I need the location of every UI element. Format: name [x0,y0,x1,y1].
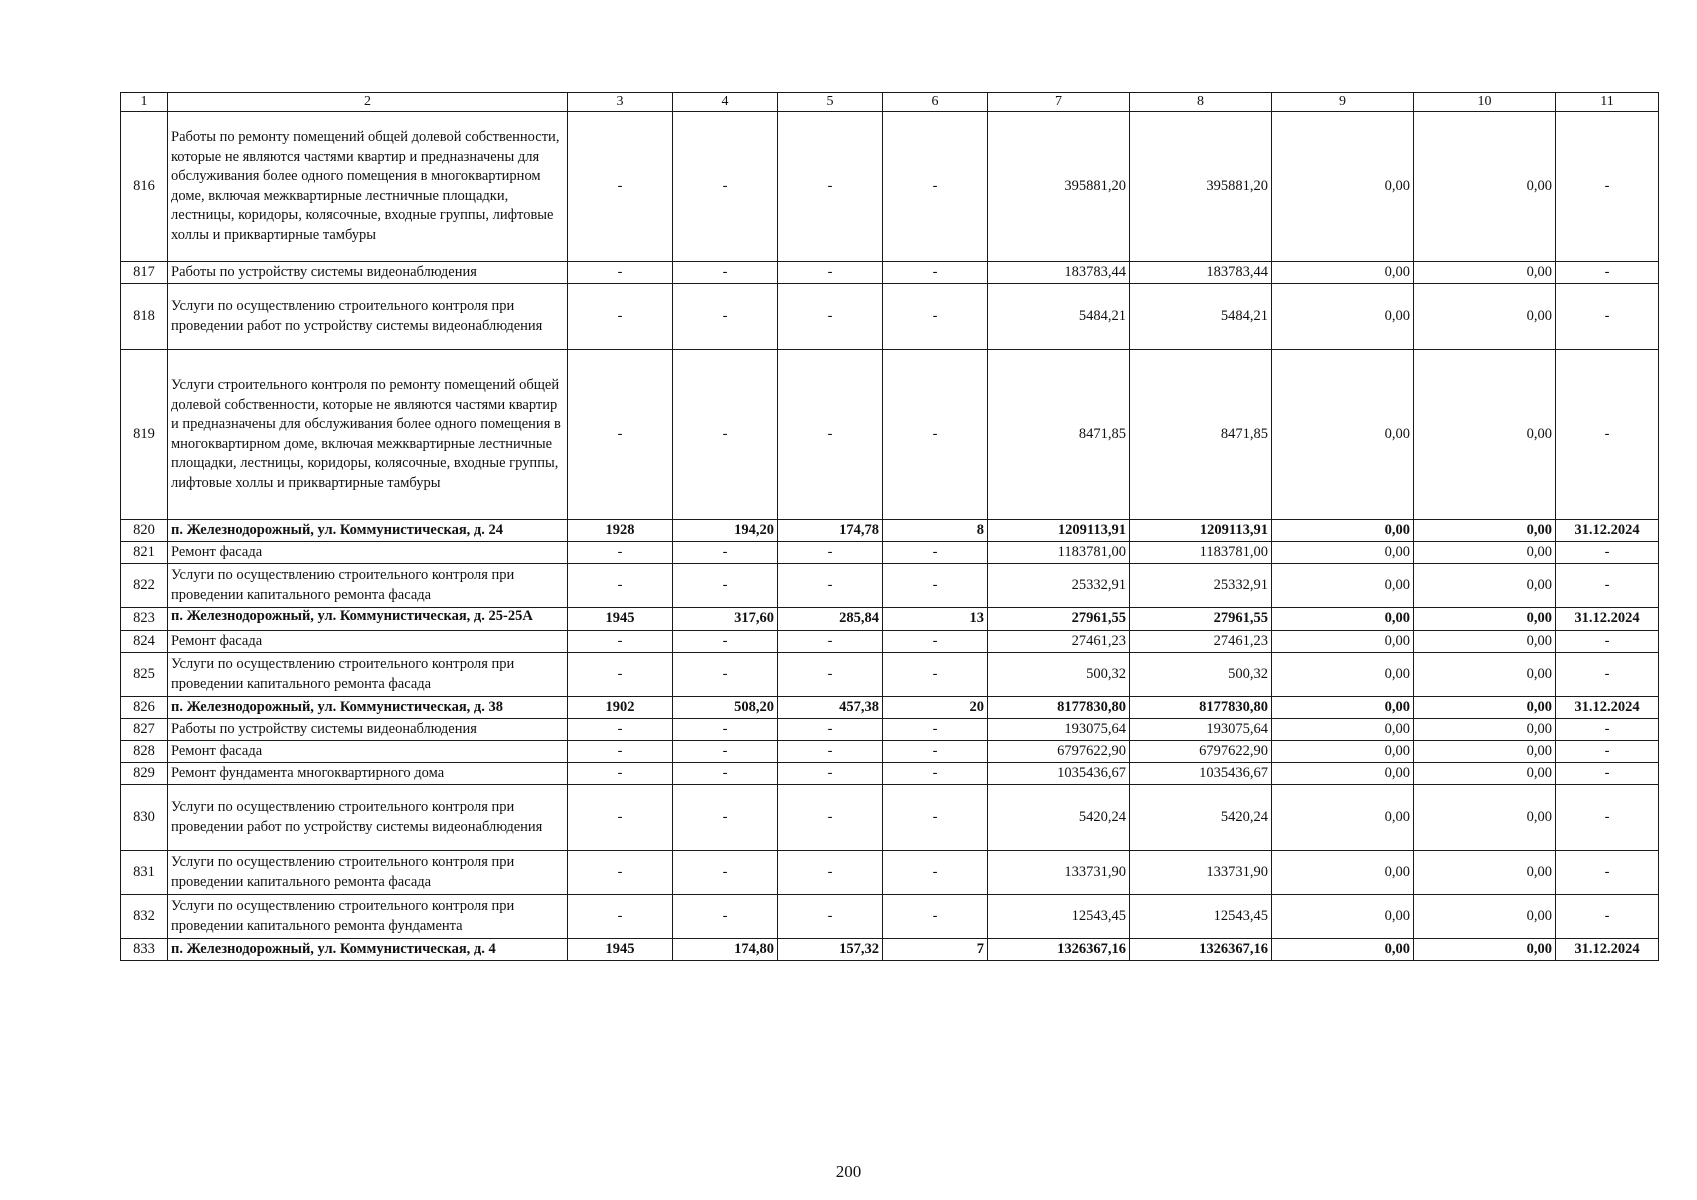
col11-cell: - [1556,542,1659,564]
col9-cell: 0,00 [1272,653,1414,697]
row-number-cell: 817 [121,262,168,284]
col10-cell: 0,00 [1414,520,1556,542]
col4-cell: - [673,112,778,262]
col3-cell: 1902 [568,697,673,719]
col9-cell: 0,00 [1272,851,1414,895]
column-header: 7 [988,93,1130,112]
col9-cell: 0,00 [1272,741,1414,763]
row-number-cell: 829 [121,763,168,785]
col7-cell: 193075,64 [988,719,1130,741]
col10-cell: 0,00 [1414,262,1556,284]
col8-cell: 27961,55 [1130,608,1272,631]
work-row [121,112,1659,262]
column-header: 10 [1414,93,1556,112]
col4-cell: - [673,284,778,350]
row-number-cell: 816 [121,112,168,262]
row-number-cell: 828 [121,741,168,763]
work-name-cell: Работы по ремонту помещений общей долевой собственности, которые не являются частями квартир и предназначены для обслуживания более одного помещения в многоквартирном доме, включая межквартирные лестничные площадки, лестницы, коридоры, колясочные, входные группы, лифтовые холлы и приквартирные тамбуры [168,112,568,262]
col9-cell: 0,00 [1272,631,1414,653]
col7-cell: 395881,20 [988,112,1130,262]
col3-cell: - [568,350,673,520]
column-header: 1 [121,93,168,112]
col9-cell: 0,00 [1272,719,1414,741]
col3-cell: - [568,895,673,939]
row-number-cell: 823 [121,608,168,631]
col9-cell: 0,00 [1272,350,1414,520]
col3-cell: - [568,262,673,284]
col4-cell: - [673,653,778,697]
col8-cell: 1183781,00 [1130,542,1272,564]
col3-cell: 1945 [568,939,673,961]
column-header: 2 [168,93,568,112]
col8-cell: 183783,44 [1130,262,1272,284]
column-header: 8 [1130,93,1272,112]
col10-cell: 0,00 [1414,542,1556,564]
work-name-cell: п. Железнодорожный, ул. Коммунистическая, д. 38 [168,697,568,719]
col6-cell: 13 [883,608,988,631]
col11-cell: - [1556,262,1659,284]
work-row [121,851,1659,895]
col11-cell: - [1556,895,1659,939]
work-name-cell: Услуги по осуществлению строительного контроля при проведении капитального ремонта фасада [168,653,568,697]
col5-cell: - [778,262,883,284]
col7-cell: 1209113,91 [988,520,1130,542]
col5-cell: - [778,741,883,763]
col5-cell: - [778,763,883,785]
col7-cell: 183783,44 [988,262,1130,284]
column-header: 4 [673,93,778,112]
work-row [121,350,1659,520]
col10-cell: 0,00 [1414,112,1556,262]
row-number-cell: 825 [121,653,168,697]
col4-cell: 317,60 [673,608,778,631]
col7-cell: 1183781,00 [988,542,1130,564]
col6-cell: - [883,542,988,564]
col4-cell: - [673,785,778,851]
address-row [121,697,1659,719]
col11-cell: - [1556,564,1659,608]
col11-cell: 31.12.2024 [1556,520,1659,542]
col5-cell: - [778,112,883,262]
row-number-cell: 818 [121,284,168,350]
row-number-cell: 831 [121,851,168,895]
work-name-cell: Ремонт фасада [168,741,568,763]
col3-cell: - [568,785,673,851]
col6-cell: - [883,564,988,608]
work-name-cell: Ремонт фундамента многоквартирного дома [168,763,568,785]
col9-cell: 0,00 [1272,763,1414,785]
col7-cell: 1035436,67 [988,763,1130,785]
work-name-cell [168,608,568,631]
col7-cell: 1326367,16 [988,939,1130,961]
work-row [121,763,1659,785]
work-name-cell: Работы по устройству системы видеонаблюдения [168,262,568,284]
col5-cell: 174,78 [778,520,883,542]
col6-cell: 8 [883,520,988,542]
row-number-cell: 819 [121,350,168,520]
page-number: 200 [835,1162,862,1181]
col11-cell: - [1556,741,1659,763]
col5-cell: 285,84 [778,608,883,631]
col4-cell: 194,20 [673,520,778,542]
col8-cell: 5420,24 [1130,785,1272,851]
col7-cell: 500,32 [988,653,1130,697]
col4-cell: - [673,631,778,653]
col6-cell: - [883,785,988,851]
col10-cell: 0,00 [1414,785,1556,851]
col3-cell: - [568,763,673,785]
col11-cell: 31.12.2024 [1556,608,1659,631]
work-row [121,741,1659,763]
col9-cell: 0,00 [1272,895,1414,939]
row-number-cell: 822 [121,564,168,608]
col3-cell: - [568,653,673,697]
col3-cell: - [568,741,673,763]
col8-cell: 8471,85 [1130,350,1272,520]
col7-cell: 25332,91 [988,564,1130,608]
col10-cell: 0,00 [1414,631,1556,653]
col10-cell: 0,00 [1414,564,1556,608]
work-row [121,631,1659,653]
col4-cell: 174,80 [673,939,778,961]
col11-cell: - [1556,763,1659,785]
col11-cell: - [1556,631,1659,653]
work-row [121,284,1659,350]
work-name-cell: п. Железнодорожный, ул. Коммунистическая, д. 4 [168,939,568,961]
row-number-cell: 833 [121,939,168,961]
col5-cell: - [778,350,883,520]
col6-cell: - [883,763,988,785]
col7-cell: 8471,85 [988,350,1130,520]
col7-cell: 133731,90 [988,851,1130,895]
col6-cell: - [883,350,988,520]
col4-cell: - [673,350,778,520]
col10-cell: 0,00 [1414,741,1556,763]
col8-cell: 6797622,90 [1130,741,1272,763]
row-number-cell: 826 [121,697,168,719]
col8-cell: 8177830,80 [1130,697,1272,719]
col6-cell: - [883,653,988,697]
col11-cell: - [1556,653,1659,697]
col6-cell: 20 [883,697,988,719]
col11-cell: 31.12.2024 [1556,939,1659,961]
col5-cell: - [778,542,883,564]
col10-cell: 0,00 [1414,653,1556,697]
row-number-cell: 830 [121,785,168,851]
col5-cell: - [778,284,883,350]
col3-cell: - [568,542,673,564]
column-header: 9 [1272,93,1414,112]
col7-cell: 27461,23 [988,631,1130,653]
work-name-cell: Услуги по осуществлению строительного контроля при проведении работ по устройству системы видеонаблюдения [168,284,568,350]
col5-cell: - [778,719,883,741]
address-row [121,520,1659,542]
col9-cell: 0,00 [1272,939,1414,961]
col8-cell: 1035436,67 [1130,763,1272,785]
col11-cell: - [1556,851,1659,895]
col4-cell: - [673,542,778,564]
address-row [121,939,1659,961]
col7-cell: 5420,24 [988,785,1130,851]
col4-cell: - [673,895,778,939]
col8-cell: 12543,45 [1130,895,1272,939]
col6-cell: - [883,284,988,350]
col6-cell: - [883,719,988,741]
row-number-cell: 827 [121,719,168,741]
col6-cell: - [883,895,988,939]
col3-cell: - [568,719,673,741]
work-name-cell: Работы по устройству системы видеонаблюдения [168,719,568,741]
col11-cell: - [1556,785,1659,851]
col4-cell: - [673,719,778,741]
col10-cell: 0,00 [1414,697,1556,719]
col11-cell: - [1556,350,1659,520]
col8-cell: 5484,21 [1130,284,1272,350]
col7-cell: 12543,45 [988,895,1130,939]
col5-cell: 157,32 [778,939,883,961]
col8-cell: 500,32 [1130,653,1272,697]
col10-cell: 0,00 [1414,719,1556,741]
row-number-cell: 824 [121,631,168,653]
col5-cell: - [778,785,883,851]
repair-register-table [120,92,1659,961]
col8-cell: 27461,23 [1130,631,1272,653]
col11-cell: - [1556,284,1659,350]
work-row [121,785,1659,851]
col10-cell: 0,00 [1414,895,1556,939]
col9-cell: 0,00 [1272,262,1414,284]
col3-cell: 1945 [568,608,673,631]
column-number-header-row [121,93,1659,112]
work-name-cell: Услуги по осуществлению строительного контроля при проведении капитального ремонта фасада [168,564,568,608]
col4-cell: - [673,741,778,763]
col8-cell: 193075,64 [1130,719,1272,741]
column-header: 6 [883,93,988,112]
col4-cell: - [673,262,778,284]
column-header: 5 [778,93,883,112]
work-name-text: п. Железнодорожный, ул. Коммунистическая, д. 25-25А [171,609,533,624]
col7-cell: 27961,55 [988,608,1130,631]
col8-cell: 133731,90 [1130,851,1272,895]
col4-cell: 508,20 [673,697,778,719]
column-header: 3 [568,93,673,112]
work-row [121,542,1659,564]
work-name-cell: Услуги по осуществлению строительного контроля при проведении капитального ремонта фасада [168,851,568,895]
col6-cell: - [883,741,988,763]
work-row [121,564,1659,608]
col10-cell: 0,00 [1414,608,1556,631]
col3-cell: 1928 [568,520,673,542]
row-number-cell: 820 [121,520,168,542]
col9-cell: 0,00 [1272,542,1414,564]
col6-cell: - [883,112,988,262]
col7-cell: 6797622,90 [988,741,1130,763]
col5-cell: - [778,895,883,939]
col3-cell: - [568,851,673,895]
col8-cell: 25332,91 [1130,564,1272,608]
col7-cell: 8177830,80 [988,697,1130,719]
work-name-cell: п. Железнодорожный, ул. Коммунистическая, д. 24 [168,520,568,542]
column-header: 11 [1556,93,1659,112]
col9-cell: 0,00 [1272,608,1414,631]
col8-cell: 1326367,16 [1130,939,1272,961]
work-name-cell: Ремонт фасада [168,631,568,653]
col10-cell: 0,00 [1414,284,1556,350]
col10-cell: 0,00 [1414,350,1556,520]
col5-cell: - [778,564,883,608]
work-name-cell: Услуги по осуществлению строительного контроля при проведении капитального ремонта фундамента [168,895,568,939]
col8-cell: 1209113,91 [1130,520,1272,542]
col8-cell: 395881,20 [1130,112,1272,262]
col3-cell: - [568,284,673,350]
work-row [121,895,1659,939]
col4-cell: - [673,851,778,895]
row-number-cell: 821 [121,542,168,564]
col10-cell: 0,00 [1414,763,1556,785]
col5-cell: - [778,631,883,653]
col5-cell: - [778,851,883,895]
work-row [121,262,1659,284]
col6-cell: 7 [883,939,988,961]
col10-cell: 0,00 [1414,939,1556,961]
work-name-cell: Услуги по осуществлению строительного контроля при проведении работ по устройству системы видеонаблюдения [168,785,568,851]
col11-cell: - [1556,112,1659,262]
col3-cell: - [568,631,673,653]
register-sheet [120,92,1659,961]
work-name-cell: Услуги строительного контроля по ремонту помещений общей долевой собственности, которые не являются частями квартир и предназначены для обслуживания более одного помещения в многоквартирном доме, включая межквартирные лестничные площадки, лестницы, коридоры, колясочные, входные группы, лифтовые холлы и приквартирные тамбуры [168,350,568,520]
col3-cell: - [568,564,673,608]
col9-cell: 0,00 [1272,284,1414,350]
col10-cell: 0,00 [1414,851,1556,895]
col9-cell: 0,00 [1272,785,1414,851]
col3-cell: - [568,112,673,262]
col5-cell: 457,38 [778,697,883,719]
row-number-cell: 832 [121,895,168,939]
col9-cell: 0,00 [1272,697,1414,719]
col6-cell: - [883,851,988,895]
col4-cell: - [673,564,778,608]
col6-cell: - [883,631,988,653]
col11-cell: 31.12.2024 [1556,697,1659,719]
col4-cell: - [673,763,778,785]
work-row [121,653,1659,697]
address-row [121,608,1659,631]
col9-cell: 0,00 [1272,564,1414,608]
col5-cell: - [778,653,883,697]
col9-cell: 0,00 [1272,112,1414,262]
work-row [121,719,1659,741]
col9-cell: 0,00 [1272,520,1414,542]
col6-cell: - [883,262,988,284]
col7-cell: 5484,21 [988,284,1130,350]
work-name-cell: Ремонт фасада [168,542,568,564]
col11-cell: - [1556,719,1659,741]
